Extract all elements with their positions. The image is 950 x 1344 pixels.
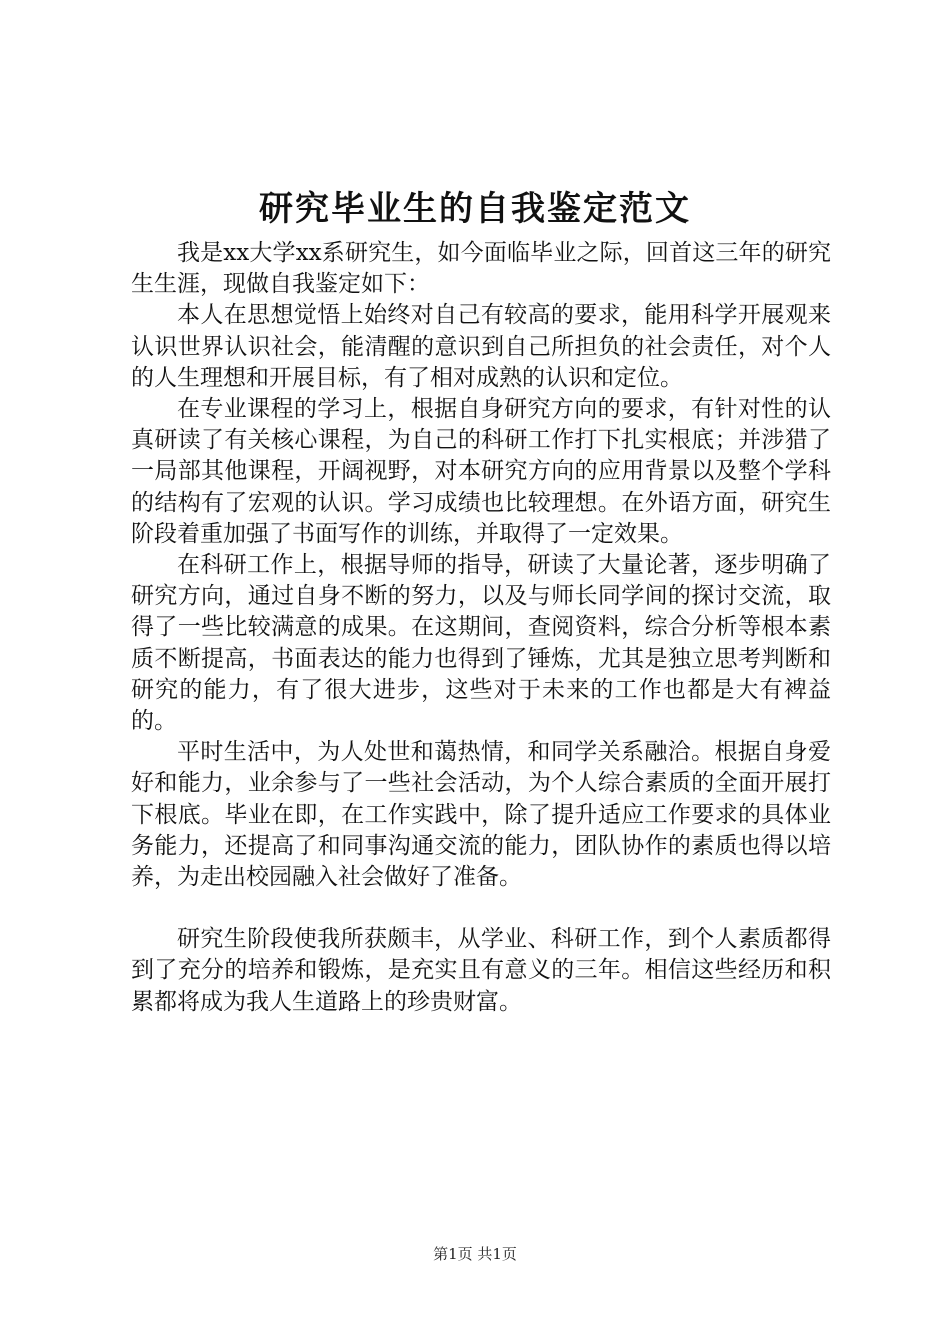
paragraph-conclusion: 研究生阶段使我所获颇丰，从学业、科研工作，到个人素质都得到了充分的培养和锻炼，是充实且有意义的三年。相信这些经历和积累都将成为我人生道路上的珍贵财富。 — [131, 926, 831, 1015]
paragraph-research: 在科研工作上，根据导师的指导，研读了大量论著，逐步明确了研究方向，通过自身不断的努力，以及与师长同学间的探讨交流，取得了一些比较满意的成果。在这期间，查阅资料，综合分析等根本素质不断提高，书面表达的能力也得到了锤炼，尤其是独立思考判断和研究的能力，有了很大进步，这些对于未来的工作也都是大有裨益的。 — [131, 552, 831, 735]
paragraph-ideology: 本人在思想觉悟上始终对自己有较高的要求，能用科学开展观来认识世界认识社会，能清醒的意识到自己所担负的社会责任，对个人的人生理想和开展目标，有了相对成熟的认识和定位。 — [131, 302, 831, 391]
paragraph-life: 平时生活中，为人处世和蔼热情，和同学关系融洽。根据自身爱好和能力，业余参与了一些社会活动，为个人综合素质的全面开展打下根底。毕业在即，在工作实践中，除了提升适应工作要求的具体业务能力，还提高了和同事沟通交流的能力，团队协作的素质也得以培养，为走出校园融入社会做好了准备。 — [131, 739, 831, 891]
document-body — [131, 238, 831, 1018]
paragraph-spacer — [131, 893, 831, 924]
paragraph-courses: 在专业课程的学习上，根据自身研究方向的要求，有针对性的认真研读了有关核心课程，为自己的科研工作打下扎实根底；并涉猎了一局部其他课程，开阔视野，对本研究方向的应用背景以及整个学科的结构有了宏观的认识。学习成绩也比较理想。在外语方面，研究生阶段着重加强了书面写作的训练，并取得了一定效果。 — [131, 396, 831, 547]
paragraph-intro: 我是xx大学xx系研究生，如今面临毕业之际，回首这三年的研究生生涯，现做自我鉴定如下： — [131, 240, 831, 298]
document-title: 研究毕业生的自我鉴定范文 — [259, 189, 691, 229]
page-number: 第1页 共1页 — [433, 1245, 517, 1263]
